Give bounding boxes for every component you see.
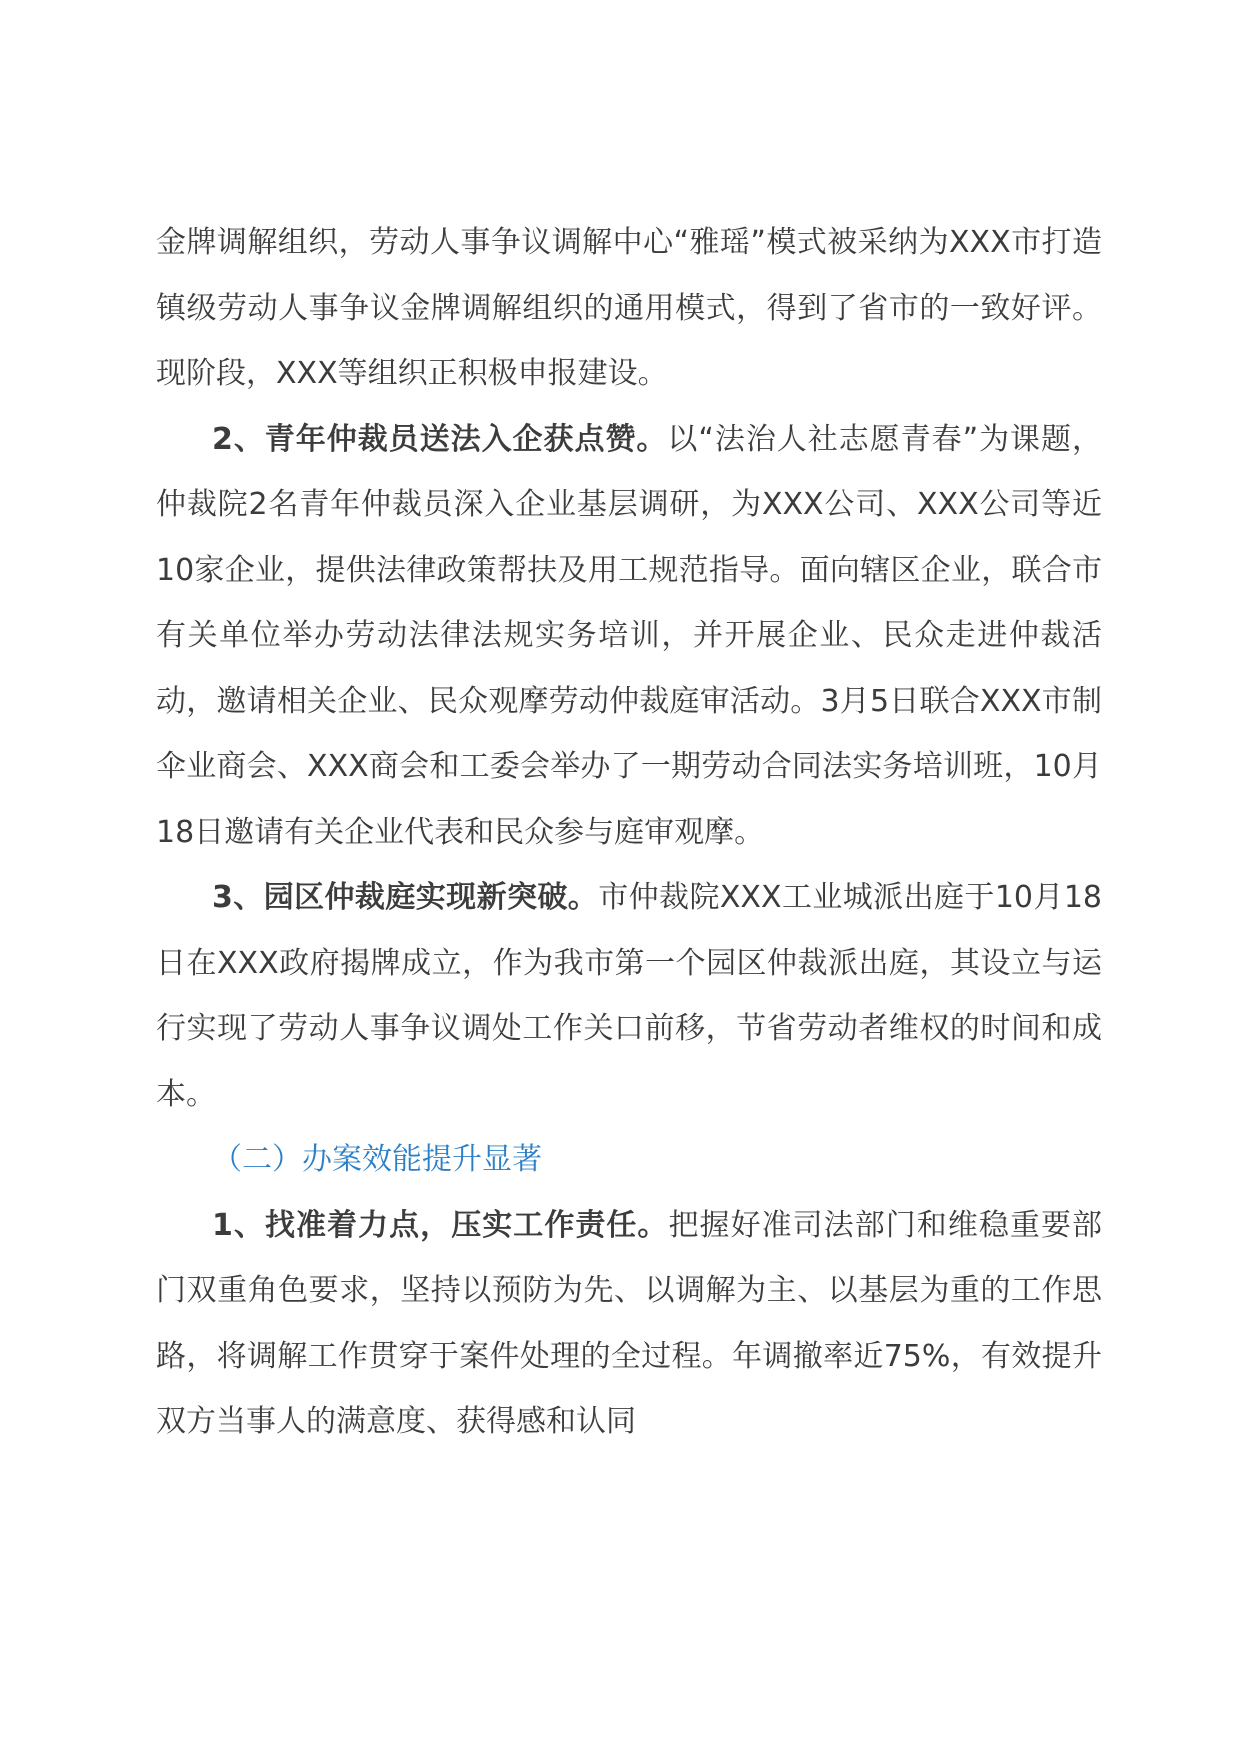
document-page xyxy=(156,210,1102,1455)
item-title: 3、园区仲裁庭实现新突破。 xyxy=(212,880,599,915)
paragraph-text: 以“法治人社志愿青春”为课题，仲裁院2名青年仲裁员深入企业基层调研，为XXX公司、XXX公司等近10家企业，提供法律政策帮扶及用工规范指导。面向辖区企业，联合市有关单位举办劳动法律法规实务培训，并开展企业、民众走进仲裁活动，邀请相关企业、民众观摩劳动仲裁庭审活动。3月5日联合XXX市制伞业商会、XXX商会和工委会举办了一期劳动合同法实务培训班，10月18日邀请有关企业代表和民众参与庭审观摩。 xyxy=(156,421,1102,850)
paragraph-item-2 xyxy=(156,407,1102,866)
item-title: 1、找准着力点，压实工作责任。 xyxy=(212,1207,669,1243)
paragraph-item-3 xyxy=(156,865,1102,1127)
paragraph-item-1 xyxy=(156,1193,1102,1455)
paragraph-text: 把握好准司法部门和维稳重要部门双重角色要求，坚持以预防为先、以调解为主、以基层为重的工作思路，将调解工作贯穿于案件处理的全过程。年调撤率近75%，有效提升双方当事人的满意度、获得感和认同 xyxy=(156,1207,1103,1439)
section-heading: （二）办案效能提升显著 xyxy=(212,1142,542,1177)
paragraph-text: 金牌调解组织，劳动人事争议调解中心“雅瑶”模式被采纳为XXX市打造镇级劳动人事争议金牌调解组织的通用模式，得到了省市的一致好评。现阶段，XXX等组织正积极申报建设。 xyxy=(156,225,1102,391)
item-title: 2、青年仲裁员送法入企获点赞。 xyxy=(212,421,668,457)
paragraph-continuation xyxy=(156,210,1102,407)
paragraph-text: 市仲裁院XXX工业城派出庭于10月18日在XXX政府揭牌成立，作为我市第一个园区仲裁派出庭，其设立与运行实现了劳动人事争议调处工作关口前移，节省劳动者维权的时间和成本。 xyxy=(156,880,1102,1112)
